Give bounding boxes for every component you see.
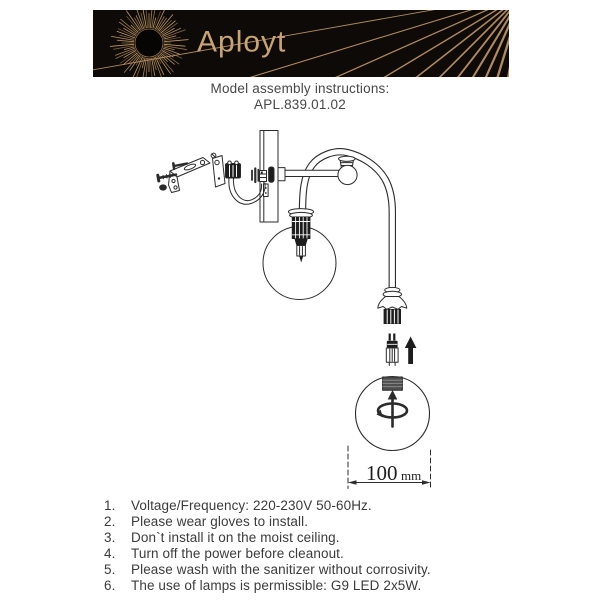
instruction-number: 2. [104,514,116,529]
dimension-value-label: 100 [366,461,398,485]
brand-wordmark: Aployt [197,25,287,59]
instruction-item [104,530,590,546]
instructions-list [104,498,590,594]
instruction-item [104,562,590,578]
globe-detail-view [356,377,430,451]
instruction-text: Please wear gloves to install. [131,514,309,529]
aployt-sunburst-logo [110,10,189,77]
instruction-text: Please wash with the sanitizer without corrosivity. [131,562,431,577]
model-code: APL.839.01.02 [254,97,346,112]
lamp-socket-bottom [378,287,407,324]
instruction-number: 4. [104,546,116,561]
instruction-item [104,578,590,594]
instruction-number: 1. [104,498,116,513]
instruction-text: Don`t install it on the moist ceiling. [131,530,340,545]
instruction-text: Turn off the power before cleanout. [131,546,344,561]
instruction-text: The use of lamps is permissible: G9 LED 2x5W. [131,578,422,593]
instruction-text: Voltage/Frequency: 220-230V 50-60Hz. [131,498,372,513]
instruction-number: 5. [104,562,116,577]
instruction-item [104,514,590,530]
mounting-plate [211,153,225,187]
insert-arrow-icon [405,337,417,365]
page-title: Model assembly instructions: [210,81,390,96]
arm-ball-joint [338,156,357,184]
instruction-item [104,498,590,514]
dimension-unit-label: mm [401,468,422,483]
assembly-diagram [130,120,442,502]
terminal-block [226,161,241,178]
banner-decoration [93,10,509,77]
dimension-100mm [348,446,431,489]
brand-banner [93,10,509,77]
g9-bulb [386,334,398,366]
instruction-number: 3. [104,530,116,545]
instruction-number: 6. [104,578,116,593]
instruction-item [104,546,590,562]
